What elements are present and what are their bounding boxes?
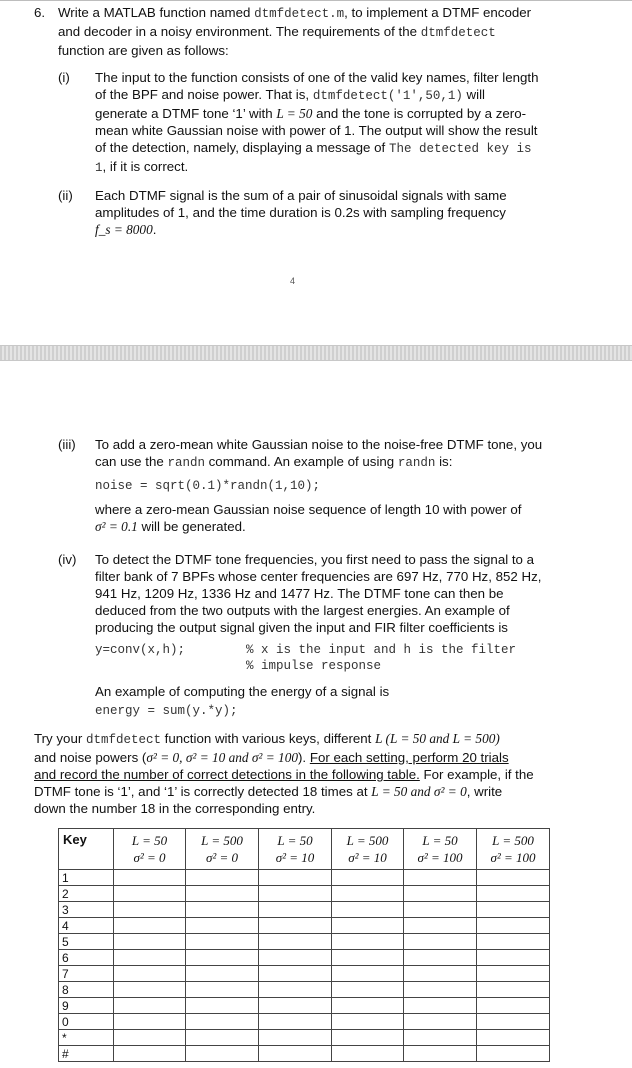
column-header — [404, 829, 477, 870]
table-row — [59, 950, 550, 966]
result-cell[interactable] — [114, 1014, 186, 1030]
result-cell[interactable] — [477, 998, 550, 1014]
item-text: of the detection, namely, displaying a message of — [95, 140, 389, 155]
result-cell[interactable] — [404, 870, 477, 886]
intro-text: and decoder in a noisy environment. The requirements of the — [58, 24, 421, 39]
result-cell[interactable] — [477, 966, 550, 982]
column-header — [332, 829, 404, 870]
item-text: 941 Hz, 1209 Hz, 1336 Hz and 1477 Hz. The DTMF tone can then be — [95, 586, 504, 601]
header-noise-power: σ² = 100 — [490, 850, 536, 865]
instr-text: , write — [466, 784, 503, 799]
item-text: To add a zero-mean white Gaussian noise to the noise-free DTMF tone, you — [95, 437, 543, 452]
header-noise-power: σ² = 0 — [205, 850, 239, 865]
key-cell: 7 — [59, 966, 114, 982]
comment-line: % x is the input and h is the filter — [246, 643, 517, 657]
item-text: mean white Gaussian noise with power of 1. The output will show the result — [95, 123, 538, 138]
key-cell: 3 — [59, 902, 114, 918]
item-text: . — [152, 222, 157, 237]
math-inline: L (L = 50 and L = 500) — [375, 731, 500, 746]
result-cell[interactable] — [477, 934, 550, 950]
result-cell[interactable] — [114, 918, 186, 934]
question-number: 6. — [34, 5, 46, 20]
table-header-row — [59, 829, 550, 870]
result-cell[interactable] — [404, 1046, 477, 1062]
page-top-border — [0, 0, 632, 1]
item-text: and the tone is corrupted by a zero- — [312, 106, 527, 121]
code-example-conv: y=conv(x,h); — [95, 643, 186, 657]
result-cell[interactable] — [477, 918, 550, 934]
result-cell[interactable] — [477, 1046, 550, 1062]
result-cell[interactable] — [186, 1030, 259, 1046]
code-example-energy: energy = sum(y.*y); — [95, 704, 238, 718]
item-text: will be generated. — [137, 519, 246, 534]
result-cell[interactable] — [332, 982, 404, 998]
column-header — [114, 829, 186, 870]
column-header — [477, 829, 550, 870]
result-cell[interactable] — [259, 982, 332, 998]
result-cell[interactable] — [186, 934, 259, 950]
instr-text: function with various keys, different — [160, 731, 376, 746]
result-cell[interactable] — [404, 966, 477, 982]
result-cell[interactable] — [404, 1030, 477, 1046]
result-cell[interactable] — [114, 998, 186, 1014]
item-text: Each DTMF signal is the sum of a pair of sinusoidal signals with same — [95, 188, 507, 203]
result-cell[interactable] — [259, 998, 332, 1014]
result-cell[interactable] — [332, 998, 404, 1014]
result-cell[interactable] — [114, 886, 186, 902]
instr-text: DTMF tone is ‘1’, and ‘1’ is correctly detected 18 times at — [34, 784, 372, 799]
result-cell[interactable] — [332, 1030, 404, 1046]
result-cell[interactable] — [186, 982, 259, 998]
result-cell[interactable] — [332, 934, 404, 950]
result-cell[interactable] — [477, 982, 550, 998]
table-row — [59, 982, 550, 998]
item-text: To detect the DTMF tone frequencies, you first need to pass the signal to a — [95, 552, 535, 567]
item-text: deduced from the two outputs with the largest energies. An example of — [95, 603, 510, 618]
instr-text: down the number 18 in the corresponding entry. — [34, 801, 316, 816]
item-text: will — [462, 87, 486, 102]
result-cell[interactable] — [186, 902, 259, 918]
instr-text: ). — [298, 750, 310, 765]
code-inline: randn — [397, 456, 436, 470]
result-cell[interactable] — [186, 886, 259, 902]
result-cell[interactable] — [332, 1014, 404, 1030]
header-filter-length: L = 50 — [131, 833, 168, 848]
function-name: dtmfdetect — [85, 733, 161, 747]
result-cell[interactable] — [404, 902, 477, 918]
header-filter-length: L = 50 — [422, 833, 458, 848]
item-text: amplitudes of 1, and the time duration is 0.2s with sampling frequency — [95, 205, 506, 220]
code-inline: randn — [167, 456, 205, 470]
result-cell[interactable] — [186, 998, 259, 1014]
result-cell[interactable] — [114, 902, 186, 918]
item-label: (iv) — [58, 552, 77, 567]
item-text: , if it is correct. — [102, 159, 189, 174]
table-row — [59, 998, 550, 1014]
table-row — [59, 902, 550, 918]
result-cell[interactable] — [259, 950, 332, 966]
result-cell[interactable] — [477, 950, 550, 966]
intro-text: function are given as follows: — [58, 43, 229, 58]
item-text: of the BPF and noise power. That is, — [95, 87, 313, 102]
item-label: (ii) — [58, 188, 73, 203]
key-cell: 1 — [59, 870, 114, 886]
underlined-text: For each setting, perform 20 trials — [309, 750, 509, 765]
header-noise-power: σ² = 100 — [417, 850, 463, 865]
code-example-noise: noise = sqrt(0.1)*randn(1,10); — [95, 479, 321, 493]
key-cell: # — [59, 1046, 114, 1062]
page-break — [0, 345, 632, 361]
header-filter-length: L = 500 — [201, 833, 243, 848]
table-row — [59, 1014, 550, 1030]
key-cell: 9 — [59, 998, 114, 1014]
table-row — [59, 1030, 550, 1046]
result-cell[interactable] — [259, 1046, 332, 1062]
table-body — [59, 870, 550, 1062]
table-row — [59, 966, 550, 982]
result-cell[interactable] — [259, 1014, 332, 1030]
intro-text: Write a MATLAB function named — [58, 5, 255, 20]
key-column-header: Key — [59, 829, 114, 870]
result-cell[interactable] — [186, 918, 259, 934]
item-text: can use the — [95, 454, 168, 469]
result-cell[interactable] — [186, 870, 259, 886]
item-text: where a zero-mean Gaussian noise sequence of length 10 with power of — [95, 502, 522, 517]
key-cell: 2 — [59, 886, 114, 902]
function-filename: dtmfdetect.m — [254, 7, 345, 21]
math-inline: σ² = 0.1 — [95, 519, 138, 534]
item-requirement-iii — [95, 436, 559, 535]
header-noise-power: σ² = 10 — [348, 850, 387, 865]
math-inline: f_s = 8000 — [95, 222, 153, 237]
table-row — [59, 1046, 550, 1062]
code-inline: 1 — [95, 161, 103, 175]
result-cell[interactable] — [477, 1014, 550, 1030]
page-number: 4 — [290, 276, 296, 286]
header-noise-power: σ² = 0 — [133, 850, 166, 865]
code-comment — [246, 642, 516, 674]
header-filter-length: L = 500 — [492, 833, 534, 848]
instr-text: and noise powers ( — [34, 750, 147, 765]
result-cell[interactable] — [186, 950, 259, 966]
key-cell: * — [59, 1030, 114, 1046]
item-label: (i) — [58, 70, 70, 85]
result-cell[interactable] — [404, 886, 477, 902]
key-cell: 0 — [59, 1014, 114, 1030]
key-cell: 5 — [59, 934, 114, 950]
result-cell[interactable] — [186, 966, 259, 982]
result-cell[interactable] — [332, 918, 404, 934]
code-inline: The detected key is — [388, 142, 532, 156]
result-cell[interactable] — [332, 886, 404, 902]
result-cell[interactable] — [259, 886, 332, 902]
result-cell[interactable] — [114, 950, 186, 966]
result-cell[interactable] — [332, 902, 404, 918]
result-cell[interactable] — [114, 1046, 186, 1062]
item-requirement-ii — [95, 187, 559, 238]
key-cell: 8 — [59, 982, 114, 998]
function-name: dtmfdetect — [420, 26, 496, 40]
math-inline: L = 50 — [276, 106, 313, 121]
result-cell[interactable] — [114, 966, 186, 982]
code-inline: dtmfdetect('1',50,1) — [312, 89, 463, 103]
result-cell[interactable] — [404, 998, 477, 1014]
key-cell: 4 — [59, 918, 114, 934]
results-table — [58, 828, 550, 1062]
result-cell[interactable] — [259, 870, 332, 886]
result-cell[interactable] — [477, 902, 550, 918]
result-cell[interactable] — [114, 982, 186, 998]
item-text: filter bank of 7 BPFs whose center frequencies are 697 Hz, 770 Hz, 852 Hz, — [95, 569, 542, 584]
instr-text: For example, if the — [419, 767, 534, 782]
item-requirement-iv — [95, 551, 559, 636]
result-cell[interactable] — [477, 870, 550, 886]
item-text: generate a DTMF tone ‘1’ with — [95, 106, 277, 121]
question-intro — [58, 4, 558, 59]
result-cell[interactable] — [332, 966, 404, 982]
intro-text: , to implement a DTMF encoder — [344, 5, 532, 20]
result-cell[interactable] — [259, 1030, 332, 1046]
item-text: producing the output signal given the input and FIR filter coefficients is — [95, 620, 508, 635]
item-label: (iii) — [58, 437, 76, 452]
table-row — [59, 934, 550, 950]
result-cell[interactable] — [332, 1046, 404, 1062]
item-requirement-i — [95, 69, 559, 177]
result-cell[interactable] — [186, 1014, 259, 1030]
comment-line: % impulse response — [246, 659, 382, 673]
column-header — [259, 829, 332, 870]
math-inline: L = 50 and σ² = 0 — [371, 784, 467, 799]
result-cell[interactable] — [114, 870, 186, 886]
result-cell[interactable] — [332, 870, 404, 886]
result-cell[interactable] — [404, 1014, 477, 1030]
result-cell[interactable] — [332, 950, 404, 966]
result-cell[interactable] — [259, 966, 332, 982]
item-text: is: — [435, 454, 453, 469]
item-text: The input to the function consists of one of the valid key names, filter length — [95, 70, 539, 85]
result-cell[interactable] — [186, 1046, 259, 1062]
result-cell[interactable] — [404, 934, 477, 950]
header-filter-length: L = 50 — [277, 833, 313, 848]
result-cell[interactable] — [477, 1030, 550, 1046]
table-row — [59, 886, 550, 902]
header-noise-power: σ² = 10 — [275, 850, 315, 865]
result-cell[interactable] — [259, 902, 332, 918]
result-cell[interactable] — [114, 934, 186, 950]
item-text: command. An example of using — [204, 454, 398, 469]
result-cell[interactable] — [259, 934, 332, 950]
result-cell[interactable] — [114, 1030, 186, 1046]
instr-text: Try your — [34, 731, 86, 746]
math-inline: σ² = 0, σ² = 10 and σ² = 100 — [146, 750, 298, 765]
item-text: An example of computing the energy of a signal is — [95, 684, 390, 699]
result-cell[interactable] — [477, 886, 550, 902]
instructions-paragraph — [34, 730, 560, 817]
result-cell[interactable] — [259, 918, 332, 934]
header-filter-length: L = 500 — [346, 833, 389, 848]
result-cell[interactable] — [404, 982, 477, 998]
underlined-text: and record the number of correct detections in the following table. — [34, 767, 420, 782]
table-row — [59, 918, 550, 934]
column-header — [186, 829, 259, 870]
table-row — [59, 870, 550, 886]
result-cell[interactable] — [404, 950, 477, 966]
result-cell[interactable] — [404, 918, 477, 934]
key-cell: 6 — [59, 950, 114, 966]
